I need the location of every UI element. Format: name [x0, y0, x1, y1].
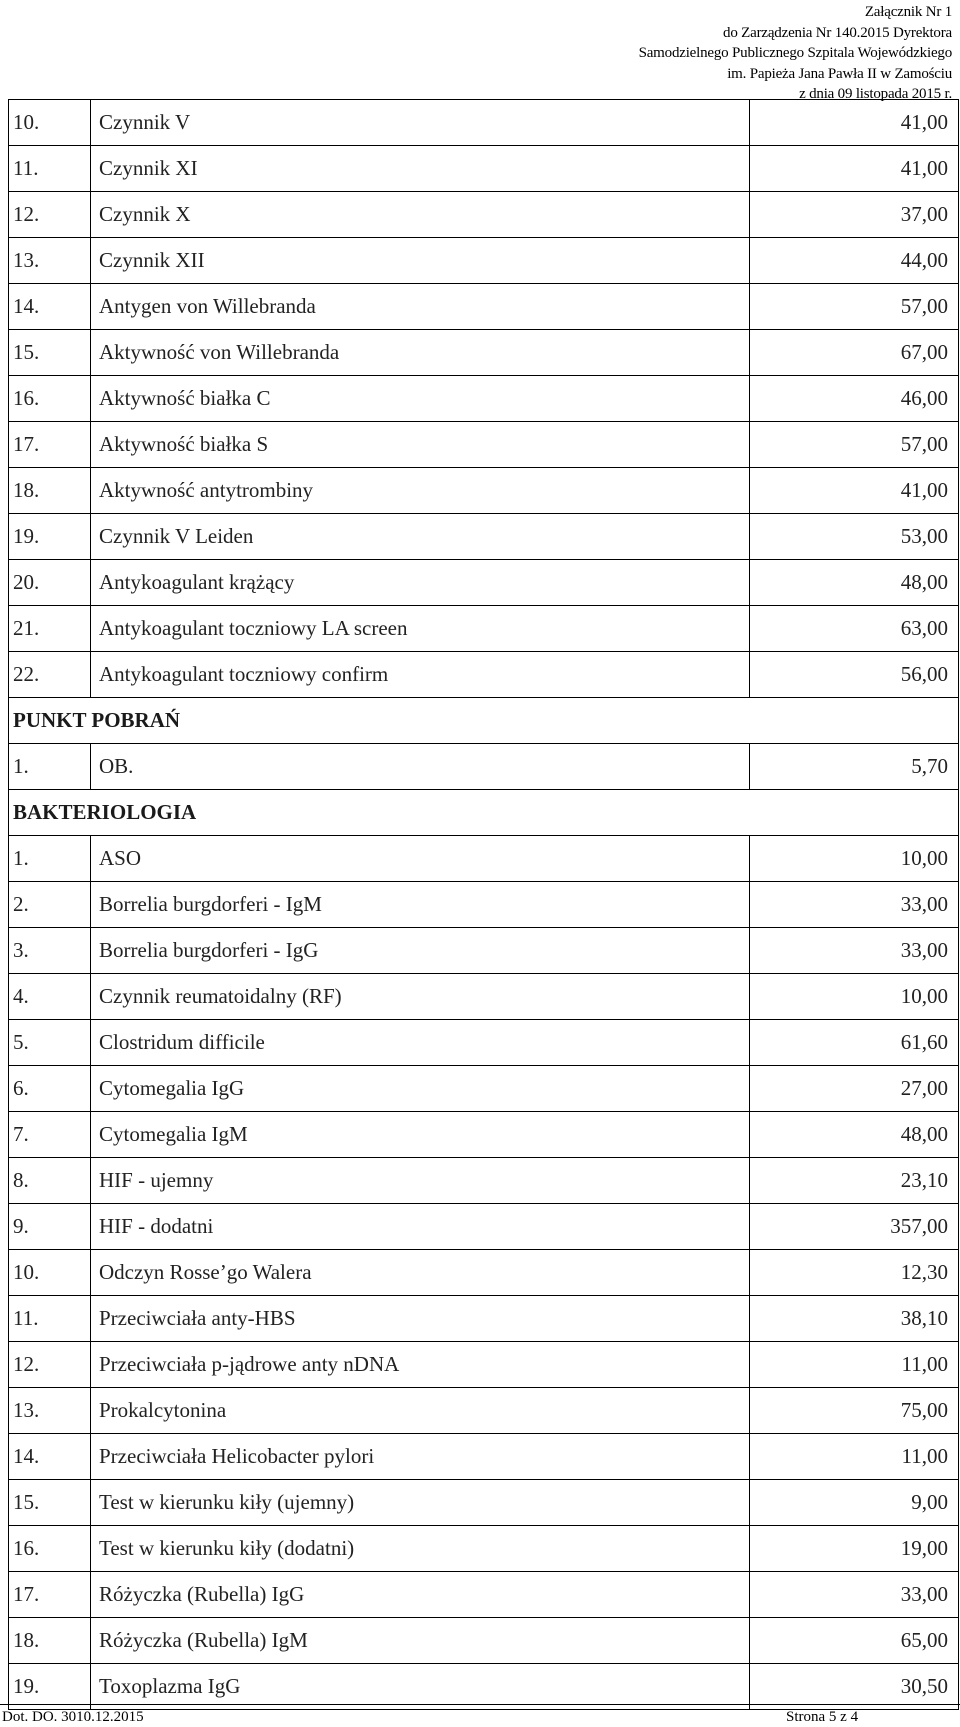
section-header-row — [9, 790, 959, 836]
test-name: Czynnik V — [91, 100, 750, 146]
row-number: 8. — [9, 1158, 91, 1204]
row-number: 18. — [9, 468, 91, 514]
test-name: Czynnik XII — [91, 238, 750, 284]
row-number: 17. — [9, 422, 91, 468]
row-number: 19. — [9, 514, 91, 560]
test-price: 57,00 — [750, 422, 959, 468]
test-price: 19,00 — [750, 1526, 959, 1572]
test-price: 11,00 — [750, 1434, 959, 1480]
row-number: 11. — [9, 146, 91, 192]
test-price: 53,00 — [750, 514, 959, 560]
row-number: 15. — [9, 330, 91, 376]
header-line: im. Papieża Jana Pawła II w Zamościu — [727, 65, 952, 82]
test-name: Clostridum difficile — [91, 1020, 750, 1066]
table-row — [9, 100, 959, 146]
row-number: 3. — [9, 928, 91, 974]
table-row — [9, 1434, 959, 1480]
table-row — [9, 1204, 959, 1250]
test-price: 56,00 — [750, 652, 959, 698]
row-number: 15. — [9, 1480, 91, 1526]
table-row — [9, 330, 959, 376]
test-price: 57,00 — [750, 284, 959, 330]
table-row — [9, 284, 959, 330]
test-price: 9,00 — [750, 1480, 959, 1526]
table-row — [9, 1664, 959, 1710]
footer-reference: Dot. DO. 3010.12.2015 — [2, 1709, 144, 1725]
test-name: Cytomegalia IgM — [91, 1112, 750, 1158]
test-name: Toxoplazma IgG — [91, 1664, 750, 1710]
test-price: 5,70 — [750, 744, 959, 790]
table-row — [9, 1296, 959, 1342]
test-name: Przeciwciała p-jądrowe anty nDNA — [91, 1342, 750, 1388]
table-row — [9, 468, 959, 514]
test-name: HIF - ujemny — [91, 1158, 750, 1204]
section-title: BAKTERIOLOGIA — [9, 790, 959, 836]
row-number: 14. — [9, 284, 91, 330]
table-row — [9, 836, 959, 882]
test-name: Przeciwciała anty-HBS — [91, 1296, 750, 1342]
row-number: 10. — [9, 1250, 91, 1296]
test-price: 41,00 — [750, 146, 959, 192]
test-name: Antykoagulant toczniowy confirm — [91, 652, 750, 698]
test-name: HIF - dodatni — [91, 1204, 750, 1250]
row-number: 11. — [9, 1296, 91, 1342]
footer-page-number: Strona 5 z 4 — [786, 1709, 859, 1725]
table-row — [9, 1618, 959, 1664]
test-name: Czynnik XI — [91, 146, 750, 192]
test-name: Prokalcytonina — [91, 1388, 750, 1434]
table-row — [9, 1388, 959, 1434]
row-number: 22. — [9, 652, 91, 698]
section-title: PUNKT POBRAŃ — [9, 698, 959, 744]
row-number: 9. — [9, 1204, 91, 1250]
test-name: Test w kierunku kiły (dodatni) — [91, 1526, 750, 1572]
test-price: 65,00 — [750, 1618, 959, 1664]
table-row — [9, 882, 959, 928]
table-row — [9, 652, 959, 698]
test-name: Aktywność białka C — [91, 376, 750, 422]
table-row — [9, 1112, 959, 1158]
test-name: Antykoagulant krążący — [91, 560, 750, 606]
document-header — [532, 2, 952, 105]
row-number: 6. — [9, 1066, 91, 1112]
table-row — [9, 1572, 959, 1618]
test-name: Aktywność antytrombiny — [91, 468, 750, 514]
table-row — [9, 744, 959, 790]
test-price: 48,00 — [750, 560, 959, 606]
row-number: 13. — [9, 238, 91, 284]
table-row — [9, 376, 959, 422]
test-name: Różyczka (Rubella) IgG — [91, 1572, 750, 1618]
table-row — [9, 1250, 959, 1296]
price-table — [8, 99, 959, 1710]
row-number: 16. — [9, 376, 91, 422]
test-name: OB. — [91, 744, 750, 790]
row-number: 2. — [9, 882, 91, 928]
row-number: 12. — [9, 1342, 91, 1388]
row-number: 13. — [9, 1388, 91, 1434]
header-line: Załącznik Nr 1 — [864, 4, 952, 20]
test-price: 33,00 — [750, 928, 959, 974]
row-number: 1. — [9, 744, 91, 790]
price-table-body — [9, 100, 959, 1710]
test-price: 12,30 — [750, 1250, 959, 1296]
header-line: do Zarządzenia Nr 140.2015 Dyrektora — [723, 24, 952, 41]
row-number: 7. — [9, 1112, 91, 1158]
table-row — [9, 560, 959, 606]
test-price: 41,00 — [750, 468, 959, 514]
table-row — [9, 192, 959, 238]
table-row — [9, 928, 959, 974]
row-number: 14. — [9, 1434, 91, 1480]
test-price: 11,00 — [750, 1342, 959, 1388]
table-row — [9, 1158, 959, 1204]
header-line: z dnia 09 listopada 2015 r. — [799, 86, 952, 102]
test-name: Borrelia burgdorferi - IgM — [91, 882, 750, 928]
test-name: Aktywność von Willebranda — [91, 330, 750, 376]
test-name: Odczyn Rosse’go Walera — [91, 1250, 750, 1296]
table-row — [9, 514, 959, 560]
row-number: 12. — [9, 192, 91, 238]
test-price: 63,00 — [750, 606, 959, 652]
table-row — [9, 422, 959, 468]
test-price: 48,00 — [750, 1112, 959, 1158]
table-row — [9, 1480, 959, 1526]
test-name: Czynnik reumatoidalny (RF) — [91, 974, 750, 1020]
row-number: 21. — [9, 606, 91, 652]
test-price: 38,10 — [750, 1296, 959, 1342]
table-row — [9, 974, 959, 1020]
test-name: Antygen von Willebranda — [91, 284, 750, 330]
row-number: 18. — [9, 1618, 91, 1664]
test-name: Aktywność białka S — [91, 422, 750, 468]
table-row — [9, 146, 959, 192]
test-name: Borrelia burgdorferi - IgG — [91, 928, 750, 974]
test-name: Przeciwciała Helicobacter pylori — [91, 1434, 750, 1480]
row-number: 10. — [9, 100, 91, 146]
row-number: 19. — [9, 1664, 91, 1710]
row-number: 16. — [9, 1526, 91, 1572]
header-line: Samodzielnego Publicznego Szpitala Wojewódzkiego — [638, 45, 952, 61]
test-price: 67,00 — [750, 330, 959, 376]
table-row — [9, 238, 959, 284]
test-price: 75,00 — [750, 1388, 959, 1434]
section-header-row — [9, 698, 959, 744]
row-number: 5. — [9, 1020, 91, 1066]
test-price: 27,00 — [750, 1066, 959, 1112]
test-price: 10,00 — [750, 974, 959, 1020]
test-name: Test w kierunku kiły (ujemny) — [91, 1480, 750, 1526]
row-number: 1. — [9, 836, 91, 882]
test-price: 61,60 — [750, 1020, 959, 1066]
table-row — [9, 1342, 959, 1388]
test-price: 357,00 — [750, 1204, 959, 1250]
test-name: Czynnik X — [91, 192, 750, 238]
test-price: 46,00 — [750, 376, 959, 422]
test-price: 30,50 — [750, 1664, 959, 1710]
row-number: 4. — [9, 974, 91, 1020]
table-row — [9, 606, 959, 652]
table-row — [9, 1066, 959, 1112]
test-name: Różyczka (Rubella) IgM — [91, 1618, 750, 1664]
test-price: 10,00 — [750, 836, 959, 882]
table-row — [9, 1020, 959, 1066]
table-row — [9, 1526, 959, 1572]
row-number: 17. — [9, 1572, 91, 1618]
test-name: Czynnik V Leiden — [91, 514, 750, 560]
test-price: 44,00 — [750, 238, 959, 284]
test-price: 41,00 — [750, 100, 959, 146]
row-number: 20. — [9, 560, 91, 606]
test-price: 37,00 — [750, 192, 959, 238]
test-name: ASO — [91, 836, 750, 882]
document-footer — [0, 1704, 960, 1725]
test-price: 33,00 — [750, 1572, 959, 1618]
test-price: 33,00 — [750, 882, 959, 928]
test-name: Antykoagulant toczniowy LA screen — [91, 606, 750, 652]
test-name: Cytomegalia IgG — [91, 1066, 750, 1112]
test-price: 23,10 — [750, 1158, 959, 1204]
